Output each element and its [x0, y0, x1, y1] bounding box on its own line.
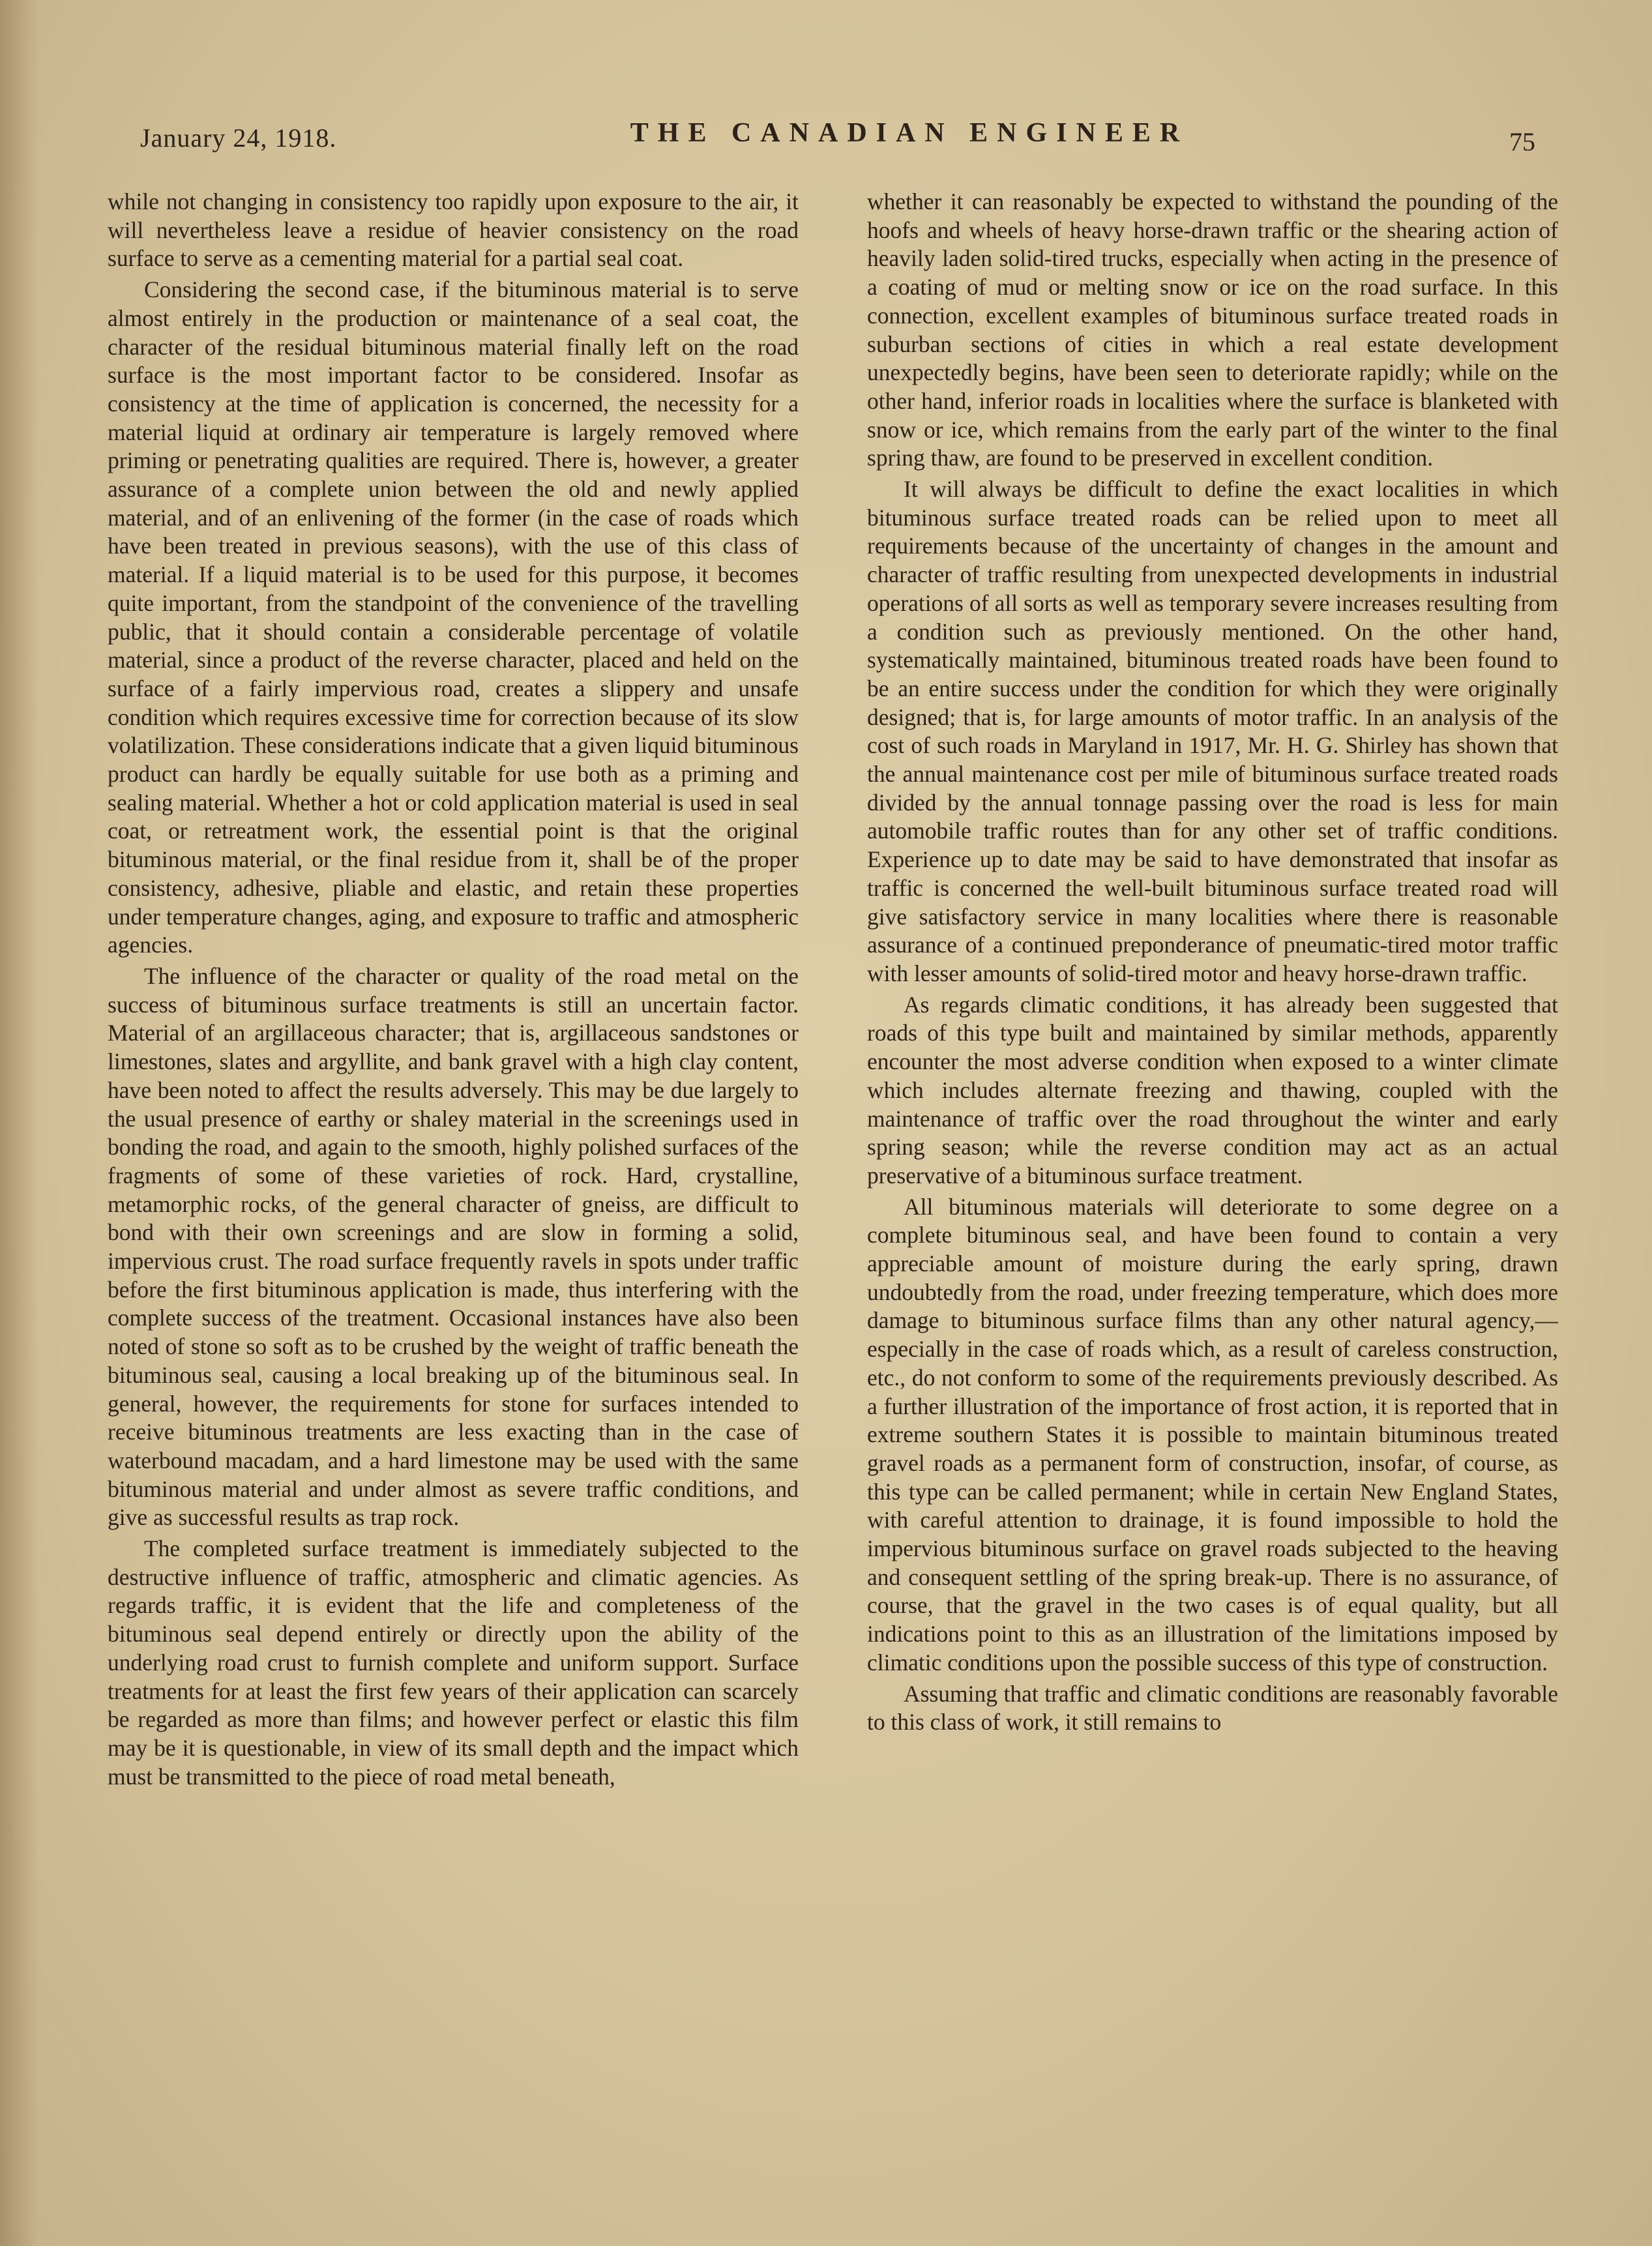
paragraph: The completed surface treatment is immediately subjected to the destructive influence of traffic, atmospheric and climatic agencies. As regards traffic, it is evident that the life and completeness of the bituminous seal depend entirely or directly upon the ability of the underlying road crust to furnish complete and uniform support. Surface treatments for at least the first few years of their application can scarcely be regarded as more than films; and however perfect or elastic this film may be it is questionable, in view of its small depth and the impact which must be transmitted to the piece of road metal beneath, — [108, 1535, 799, 1790]
paragraph: while not changing in consistency too rapidly upon exposure to the air, it will nevertheless leave a residue of heavier consistency on the road surface to serve as a cementing material for a partial seal coat. — [108, 188, 799, 272]
paragraph: As regards climatic conditions, it has already been suggested that roads of this type built and maintained by similar methods, apparently encounter the most adverse condition when exposed to a winter climate which includes alternate freezing and thawing, coupled with the maintenance of traffic over the road throughout the winter and early spring season; while the reverse condition may act as an actual preservative of a bituminous surface treatment. — [867, 991, 1558, 1189]
paragraph: Considering the second case, if the bituminous material is to serve almost entirely in the production or maintenance of a seal coat, the character of the residual bituminous material finally left on the road surface is the most important factor to be considered. Insofar as consistency at the time of application is concerned, the necessity for a material liquid at ordinary air temperature is largely removed where priming or penetrating qualities are required. There is, however, a greater assurance of a complete union between the old and newly applied material, and of an enlivening of the former (in the case of roads which have been treated in previous seasons), with the use of this class of material. If a liquid material is to be used for this purpose, it becomes quite important, from the standpoint of the convenience of the travelling public, that it should contain a considerable percentage of volatile material, since a product of the reverse character, placed and held on the surface of a fairly impervious road, creates a slippery and unsafe condition which requires excessive time for correction because of its slow volatilization. These considerations indicate that a given liquid bituminous product can hardly be equally suitable for use both as a priming and sealing material. Whether a hot or cold application material is used in seal coat, or retreatment work, the essential point is that the original bituminous material, or the final residue from it, shall be of the proper consistency, adhesive, pliable and elastic, and retain these properties under temperature changes, aging, and exposure to traffic and atmospheric agencies. — [108, 276, 799, 958]
paragraph: whether it can reasonably be expected to withstand the pounding of the hoofs and wheels of heavy horse-drawn traffic or the shearing action of heavily laden solid-tired trucks, especially when acting in the presence of a coating of mud or melting snow or ice on the road surface. In this connection, excellent examples of bituminous surface treated roads in suburban sections of cities in which a real estate development unexpectedly begins, have been seen to deteriorate rapidly; while on the other hand, inferior roads in localities where the surface is blanketed with snow or ice, which remains from the early part of the winter to the final spring thaw, are found to be preserved in excellent condition. — [867, 188, 1558, 471]
journal-title: THE CANADIAN ENGINEER — [630, 118, 1189, 148]
right-column — [867, 188, 1558, 1737]
paragraph: All bituminous materials will deteriorate to some degree on a complete bituminous seal, and have been found to contain a very appreciable amount of moisture during the early spring, drawn undoubtedly from the road, under freezing temperature, which does more damage to bituminous surface films than any other natural agency,—especially in the case of roads which, as a result of careless construction, etc., do not conform to some of the requirements previously described. As a further illustration of the importance of frost action, it is reported that in extreme southern States it is possible to maintain bituminous treated gravel roads as a permanent form of construction, insofar, of course, as this type can be called permanent; while in certain New England States, with careful attention to drainage, it is found impossible to hold the impervious bituminous surface on gravel roads subjected to the heaving and consequent settling of the spring break-up. There is no assurance, of course, that the gravel in the two cases is of equal quality, but all indications point to this as an illustration of the limitations imposed by climatic conditions upon the possible success of this type of construction. — [867, 1193, 1558, 1676]
paragraph: It will always be difficult to define the exact localities in which bituminous surface treated roads can be relied upon to meet all requirements because of the uncertainty of changes in the amount and character of traffic resulting from unexpected developments in industrial operations of all sorts as well as temporary severe increases resulting from a condition such as previously mentioned. On the other hand, systematically maintained, bituminous treated roads have been found to be an entire success under the condition for which they were originally designed; that is, for large amounts of motor traffic. In an analysis of the cost of such roads in Maryland in 1917, Mr. H. G. Shirley has shown that the annual maintenance cost per mile of bituminous surface treated roads divided by the annual tonnage passing over the road is less for main automobile traffic routes than for any other set of traffic conditions. Experience up to date may be said to have demonstrated that insofar as traffic is concerned the well-built bituminous surface treated road will give satisfactory service in many localities where there is reasonable assurance of a continued preponderance of pneumatic-tired motor traffic with lesser amounts of solid-tired motor and heavy horse-drawn traffic. — [867, 476, 1558, 986]
issue-date: January 24, 1918. — [140, 123, 337, 153]
page-number: 75 — [1509, 127, 1535, 156]
left-column — [108, 188, 799, 1791]
paragraph: Assuming that traffic and climatic conditions are reasonably favorable to this class of work, it still remains to — [867, 1680, 1558, 1736]
running-head — [140, 117, 1535, 163]
paragraph: The influence of the character or quality of the road metal on the success of bituminous surface treatments is still an uncertain factor. Material of an argillaceous character; that is, argillaceous sandstones or limestones, slates and argyllite, and bank gravel with a high clay content, have been noted to affect the results adversely. This may be due largely to the usual presence of earthy or shaley material in the screenings used in bonding the road, and again to the smooth, highly polished surfaces of the fragments of some of these varieties of rock. Hard, crystalline, metamorphic rocks, of the general character of gneiss, are difficult to bond with their own screenings and are slow in forming a solid, impervious crust. The road surface frequently ravels in spots under traffic before the first bituminous application is made, thus interfering with the complete success of the treatment. Occasional instances have also been noted of stone so soft as to be crushed by the weight of traffic beneath the bituminous seal, causing a local breaking up of the bituminous seal. In general, however, the requirements for stone for surfaces intended to receive bituminous treatments are less exacting than in the case of waterbound macadam, and a hard limestone may be used with the same bituminous material and under almost as severe traffic conditions, and give as successful results as trap rock. — [108, 962, 799, 1531]
